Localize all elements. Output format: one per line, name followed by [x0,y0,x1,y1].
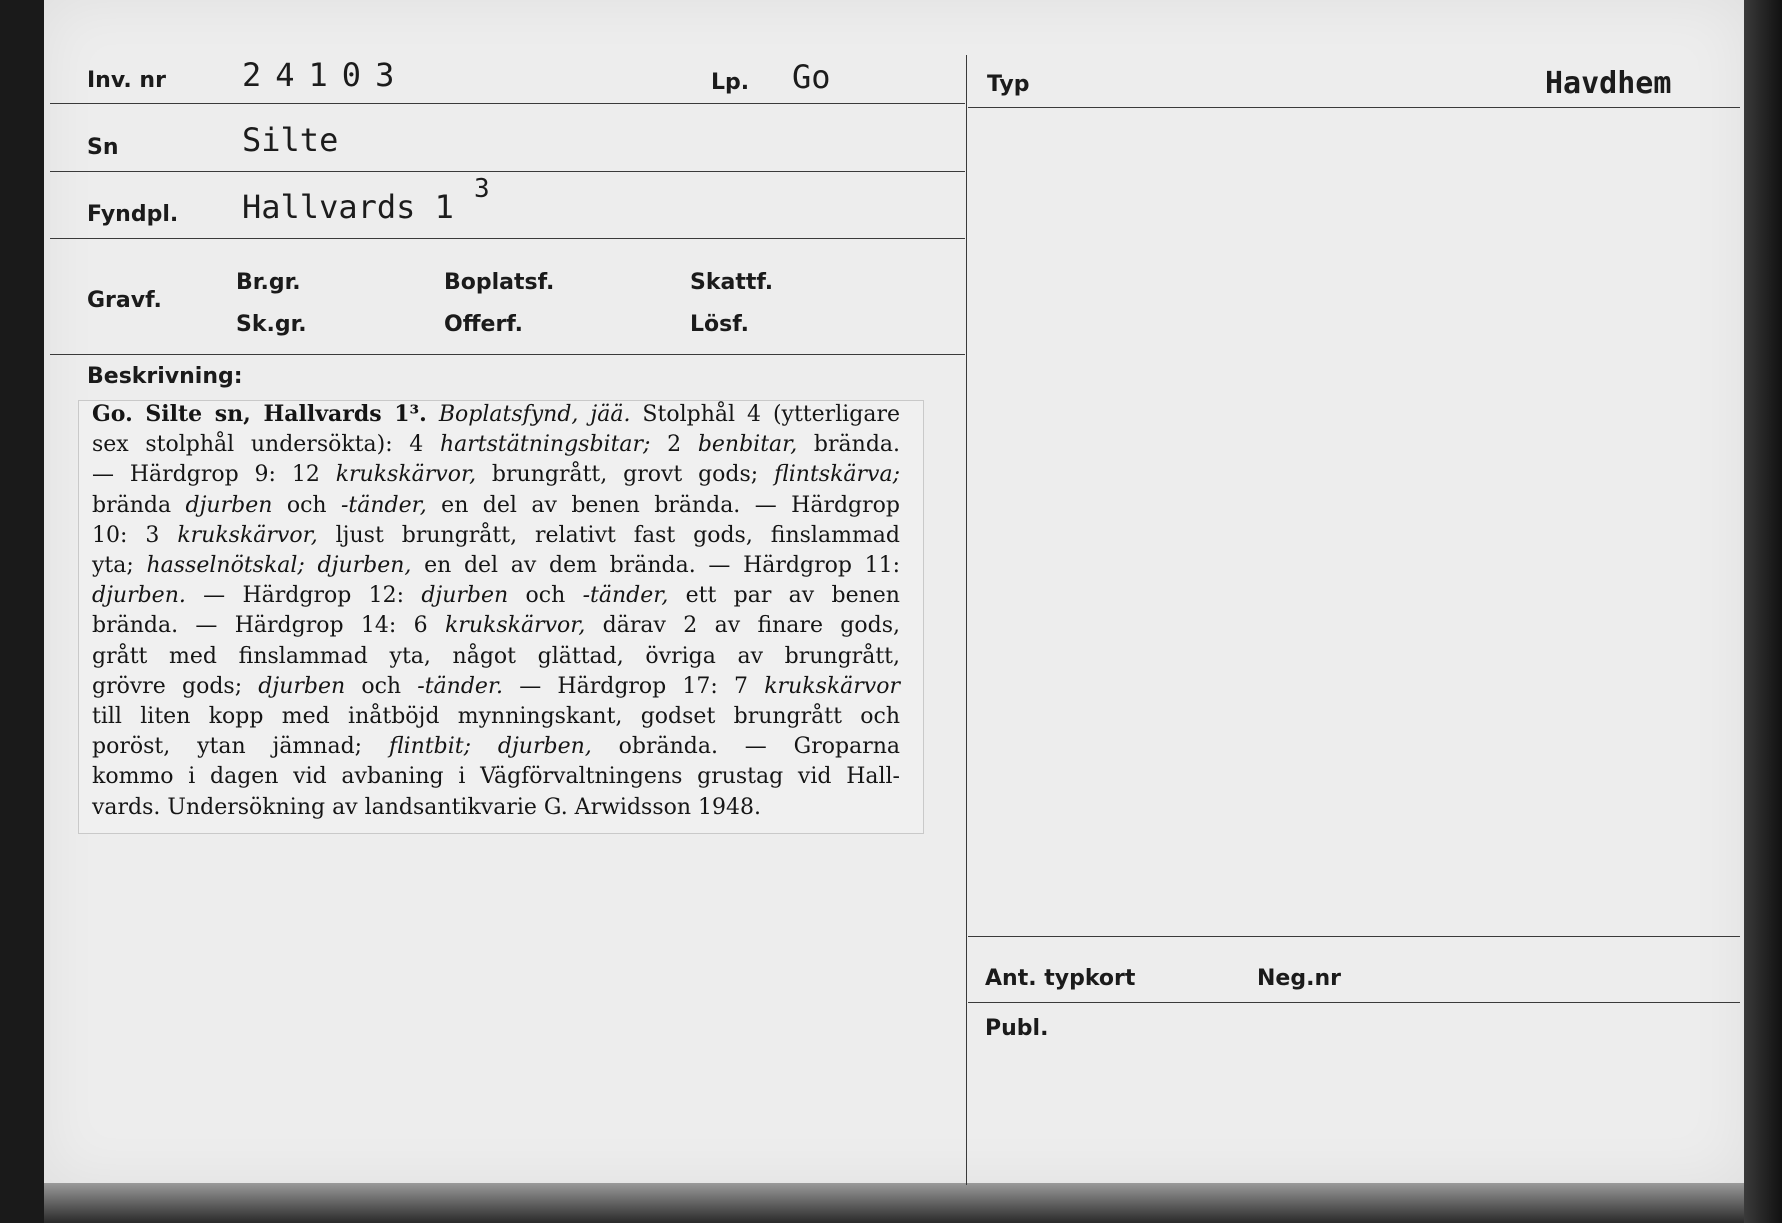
boplatsf-label: Boplatsf. [444,270,555,295]
lp-label: Lp. [711,70,750,95]
fyndpl-label: Fyndpl. [87,202,179,227]
inv-nr-label: Inv. nr [87,68,166,93]
card-right-edge [1744,0,1782,1223]
inv-nr-value: 24103 [242,56,409,94]
lp-value: Go [792,58,831,96]
fyndpl-value: Hallvards 1 [242,188,454,226]
typ-value: Havdhem [1545,66,1672,101]
beskrivning-label: Beskrivning: [87,364,243,389]
description-line: grått med finslammad yta, något glättad, övriga av brungrått, [92,643,900,669]
fyndpl-superscript: 3 [474,174,490,204]
gravf-label: Gravf. [87,288,162,313]
publ-label: Publ. [985,1016,1049,1041]
typ-label: Typ [987,72,1030,97]
description-line: brända djurben och -tänder, en del av benen brända. — Härdgrop [92,492,900,518]
rule-sn [50,171,965,172]
description-line: djurben. — Härdgrop 12: djurben och -tänder, ett par av benen [92,583,900,609]
offerf-label: Offerf. [444,312,524,337]
sn-value: Silte [242,121,339,159]
description-line: — Härdgrop 9: 12 krukskärvor, brungrått, grovt gods; flintskärva; [92,462,900,488]
description-line: kommo i dagen vid avbaning i Vägförvaltningens grustag vid Hall- [92,764,900,790]
description-line: vards. Undersökning av landsantikvarie G. Arwidsson 1948. [92,794,762,820]
description-line: Go. Silte sn, Hallvards 1³. Boplatsfynd, jää. Stolphål 4 (ytterligare [92,401,900,427]
description-line: till liten kopp med inåtböjd mynningskant, godset brungrått och [92,704,900,730]
rule-inv [50,103,965,104]
losf-label: Lösf. [690,312,749,337]
rule-gravf [50,354,965,355]
skattf-label: Skattf. [690,270,774,295]
sn-label: Sn [87,135,119,160]
rule-fyndpl [50,238,965,239]
description-line: grövre gods; djurben och -tänder. — Härdgrop 17: 7 krukskärvor [92,673,900,699]
column-divider [966,55,967,1185]
description-line: poröst, ytan jämnad; flintbit; djurben, obrända. — Groparna [92,734,901,760]
ant-typkort-label: Ant. typkort [985,966,1136,991]
rule-typ [968,107,1740,108]
card-bottom-shadow [44,1183,1744,1223]
neg-nr-label: Neg.nr [1257,966,1341,991]
br-gr-label: Br.gr. [236,270,301,295]
description-line: sex stolphål undersökta): 4 hartstätningsbitar; 2 benbitar, brända. [92,432,901,458]
description-text [92,399,900,823]
rule-publ [968,1002,1740,1003]
sk-gr-label: Sk.gr. [236,312,307,337]
rule-ant-top [968,936,1740,937]
description-line: brända. — Härdgrop 14: 6 krukskärvor, därav 2 av finare gods, [92,613,900,639]
description-line: 10: 3 krukskärvor, ljust brungrått, relativt fast gods, finslammad [92,522,900,548]
description-line: yta; hasselnötskal; djurben, en del av dem brända. — Härdgrop 11: [92,553,900,579]
